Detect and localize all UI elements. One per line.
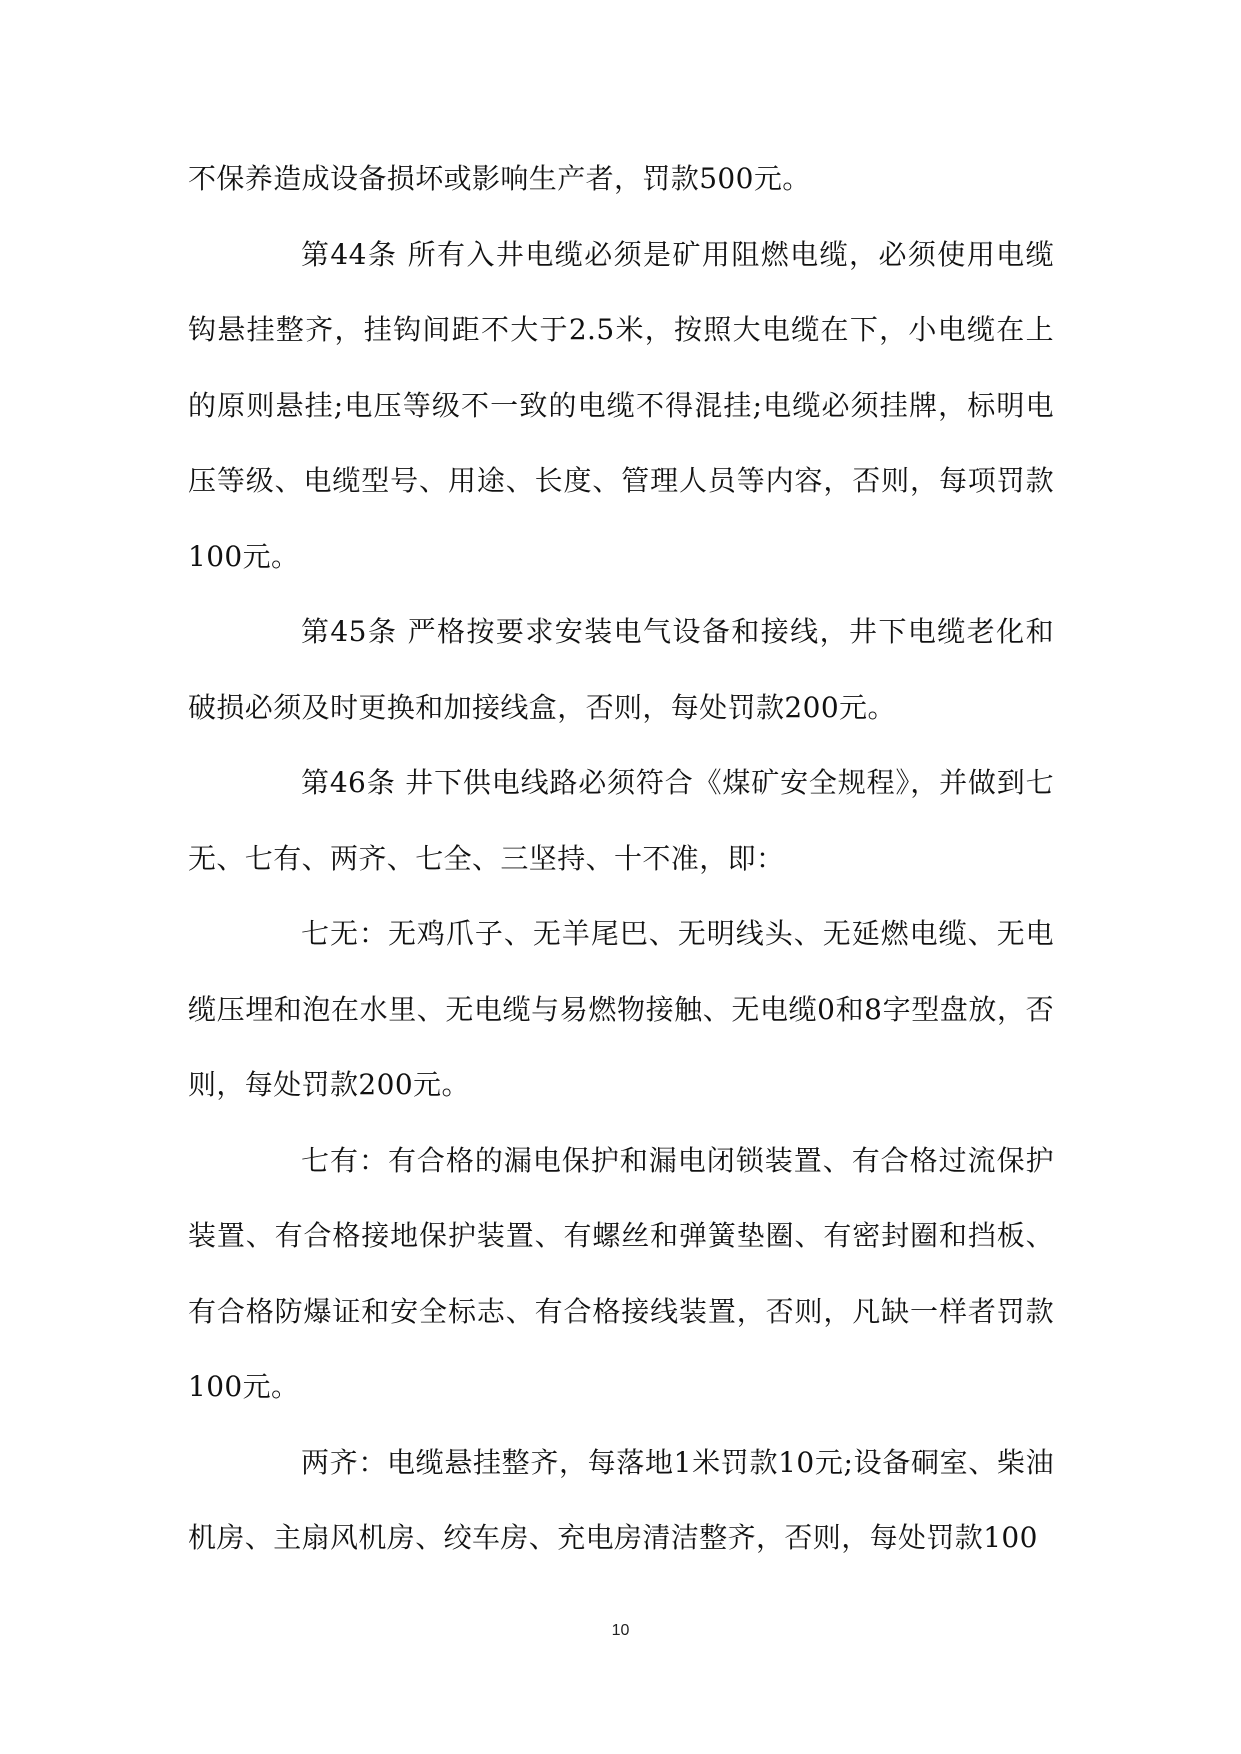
page-number: 10 [611,1622,630,1639]
paragraph-continuation: 不保养造成设备损坏或影响生产者，罚款500元。 [188,162,811,195]
paragraph-article-45: 第45条 严格按要求安装电气设备和接线，井下电缆老化和破损必须及时更换和加接线盒，否则，每处罚款200元。 [188,615,1054,724]
paragraph-two-tidies: 两齐：电缆悬挂整齐，每落地1米罚款10元;设备硐室、柴油机房、主扇风机房、绞车房、充电房清洁整齐，否则，每处罚款100 [188,1445,1054,1554]
paragraph-seven-haves: 七有：有合格的漏电保护和漏电闭锁装置、有合格过流保护装置、有合格接地保护装置、有螺丝和弹簧垫圈、有密封圈和挡板、有合格防爆证和安全标志、有合格接线装置，否则，凡缺一样者罚款100元。 [188,1143,1054,1403]
paragraph-article-44: 第44条 所有入井电缆必须是矿用阻燃电缆，必须使用电缆钩悬挂整齐，挂钩间距不大于2.5米，按照大电缆在下，小电缆在上的原则悬挂;电压等级不一致的电缆不得混挂;电缆必须挂牌，标明电压等级、电缆型号、用途、长度、管理人员等内容，否则，每项罚款100元。 [188,237,1054,573]
document-body [188,141,1054,1576]
paragraph-article-46: 第46条 井下供电线路必须符合《煤矿安全规程》，并做到七无、七有、两齐、七全、三坚持、十不准，即： [188,766,1054,875]
paragraph-seven-nos: 七无：无鸡爪子、无羊尾巴、无明线头、无延燃电缆、无电缆压埋和泡在水里、无电缆与易燃物接触、无电缆0和8字型盘放，否则，每处罚款200元。 [188,917,1054,1101]
